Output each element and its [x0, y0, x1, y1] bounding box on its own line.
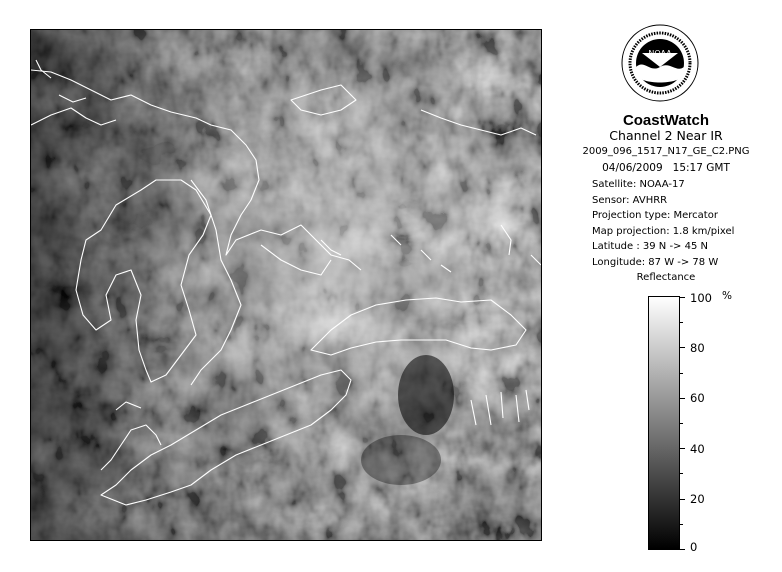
colorbar-tick: [679, 549, 685, 550]
colorbar-tick: [679, 398, 685, 399]
colorbar-title: Reflectance: [636, 272, 696, 283]
colorbar-tick: [679, 322, 683, 323]
colorbar-tick: [679, 297, 685, 298]
colorbar-tick: [679, 347, 685, 348]
colorbar-tick-label: 80: [690, 341, 705, 355]
colorbar-tick-label: 40: [690, 442, 705, 456]
sensor-label: Sensor: AVHRR: [592, 194, 668, 206]
metadata-list: [592, 177, 734, 271]
channel-label: Channel 2 Near IR: [609, 128, 723, 143]
satellite-image: [30, 29, 542, 541]
timestamp: [566, 162, 766, 174]
noaa-logo-text: NOAA: [648, 49, 672, 58]
colorbar-tick-label: 0: [690, 540, 698, 554]
colorbar-tick-label: 20: [690, 492, 705, 506]
filename-label: 2009_096_1517_N17_GE_C2.PNG: [582, 146, 750, 157]
colorbar-unit: %: [722, 290, 732, 302]
colorbar-tick: [679, 423, 683, 424]
colorbar-tick: [679, 373, 683, 374]
colorbar-tick-label: 100: [690, 291, 712, 305]
colorbar: [648, 296, 680, 550]
satellite-label: Satellite: NOAA-17: [592, 179, 685, 190]
latitude-label: Latitude : 39 N -> 45 N: [592, 241, 708, 253]
time-label: 15:17 GMT: [672, 162, 730, 174]
longitude-label: Longitude: 87 W -> 78 W: [592, 256, 719, 268]
product-title: CoastWatch: [622, 112, 710, 129]
colorbar-tick: [679, 448, 685, 449]
colorbar-tick: [679, 499, 685, 500]
colorbar-tick-label: 60: [690, 391, 705, 405]
colorbar-tick: [679, 473, 683, 474]
map-projection-label: Map projection: 1.8 km/pixel: [592, 225, 735, 237]
date-label: 04/06/2009: [602, 162, 663, 174]
projection-type-label: Projection type: Mercator: [592, 210, 718, 222]
noaa-logo: [620, 23, 700, 103]
colorbar-tick: [679, 524, 683, 525]
